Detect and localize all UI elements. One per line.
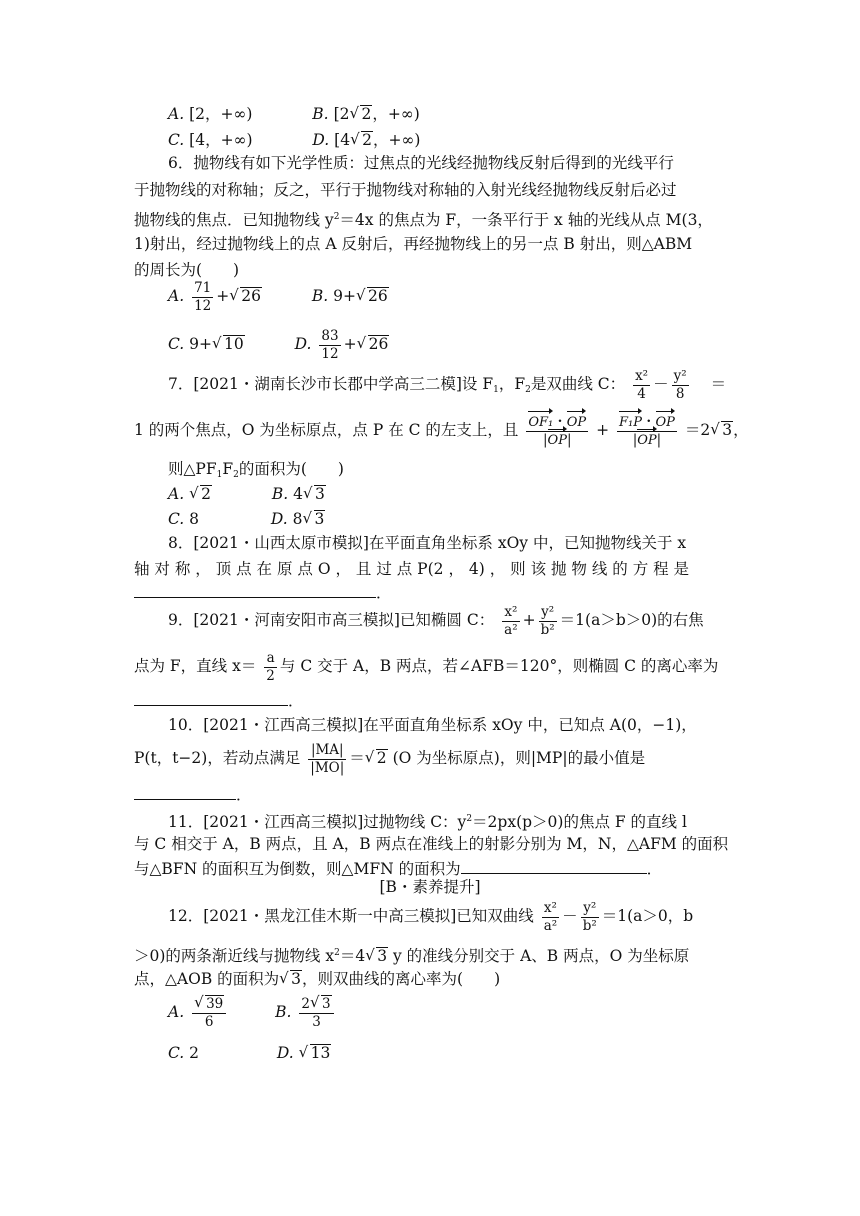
q6-d-sqrt: √ 26	[359, 324, 390, 364]
q12-line1: 12．[2021・黑龙江佳木斯一中高三模拟]已知双曲线 $\frac{\text{x²}}{\text{a²}}$ － $\frac{\text{y²}}{\text{b²}}$ ＝1(a＞0，b	[168, 899, 694, 934]
q10-sqrt2: √ 2	[367, 738, 388, 778]
q10-answer-blank[interactable]	[134, 785, 236, 800]
q7-line3: 则$\triangle PF_1F_2$的面积为( )	[168, 460, 344, 480]
q9-line2: 点为 F，直线 x＝ $\frac{a}{2}$ 与 C 交于 A，B 两点，若∠AFB＝120°，则椭圆 C 的离心率为	[134, 649, 719, 684]
q9-answer-blank[interactable]	[134, 691, 288, 706]
q6-d-label: D.	[294, 335, 312, 353]
q7-b-sqrt: √ 3	[305, 483, 326, 505]
q7-line2: 1 的两个焦点，O 为坐标原点，点 P 在 C 的左支上，且 $\frac{\text{OF₁・OP}}{|OP|}$ + $\frac{\text{F₁P・OP}}{|OP|}$ ＝2√ 3，	[134, 408, 749, 452]
q5-a-label: A.	[168, 105, 185, 123]
q6-a-sqrt: √ 26	[231, 276, 262, 316]
q10-line3: ．	[134, 784, 252, 806]
q10-line1: 10．[2021・江西高三模拟]在平面直角坐标系 xOy 中，已知点 A(0，−1)，	[168, 716, 697, 734]
q7-sqrt3: √ 3	[712, 408, 733, 452]
q5-d-sqrt: √ 2	[352, 129, 373, 151]
q12-frac-x2-a2: $\frac{\text{x²}}{\text{a²}}$	[543, 899, 558, 934]
q5-d-pre: [4	[334, 131, 351, 149]
q11-line2: 与 C 相交于 A，B 两点，且 A，B 两点在准线上的射影分别为 M，N，△AFM 的面积	[134, 835, 729, 853]
q5-b-sqrt: √ 2	[351, 103, 372, 125]
q9-frac-x2-a2: $\frac{\text{x²}}{\text{a²}}$	[504, 603, 518, 638]
q5-d-label: D.	[312, 131, 330, 149]
q9-line3: ．	[134, 690, 304, 712]
q9-line1: 9．[2021・河南安阳市高三模拟]已知椭圆 C： $\frac{\text{x²}}{\text{a²}}$ + $\frac{\text{y²}}{\text{b²}}$ ＝1(a＞b＞0)的右焦	[168, 603, 704, 638]
q5-b-label: B.	[312, 105, 329, 123]
section-heading: [B・素养提升]	[379, 878, 481, 896]
q6-d-fraction: $\frac{83}{12}$	[321, 327, 339, 362]
q10-line2: P(t，t−2)，若动点满足 $\frac{|MA|}{|MO|}$ ＝√ 2 (O 为坐标原点)，则|MP|的最小值是	[134, 738, 645, 778]
q6-line4: 1)射出，经过抛物线上的点 A 反射后，再经抛物线上的另一点 B 射出，则△ABM	[134, 235, 693, 253]
q12-line2: ＞0)的两条渐近线与抛物线 $x^2=4√$ 3 y 的准线分别交于 A、B 两点，O 为坐标原	[134, 942, 689, 967]
q7-line1: 7．[2021・湖南长沙市长郡中学高三二模]设 $F_1$，$F_2$是双曲线 C： $\frac{\text{x²}}{4}$ － $\frac{\text{y²}}{8}$ ＝	[168, 367, 727, 402]
q5-d-post: ，+∞)	[372, 131, 421, 149]
q7-frac-y2-8: $\frac{\text{y²}}{8}$	[673, 367, 687, 402]
q12-frac-y2-b2: $\frac{\text{y²}}{\text{b²}}$	[582, 899, 597, 934]
q7-a-sqrt: √ 2	[191, 483, 212, 505]
q12-line3: 点，△AOB 的面积为√ 3，则双曲线的离心率为( )	[134, 968, 500, 990]
q6-line5: 的周长为( )	[134, 261, 240, 279]
q7-options-row1: A. √ 2 B. 4√ 3	[168, 483, 326, 505]
q6-options-row1: A. $\frac{71}{12}$ +√ 26 B. 9+√ 26	[168, 276, 389, 316]
q6-line3: 抛物线的焦点．已知抛物线 $y^2=4x$ 的焦点为 F，一条平行于 x 轴的光线从点 M(3，	[134, 211, 713, 229]
q6-line2: 于抛物线的对称轴；反之，平行于抛物线对称轴的入射光线经抛物线反射后必过	[134, 181, 677, 199]
q12-options-row1: A. √ $\frac{39}{6}$ B. $\frac{2√ 3}{3}$	[168, 990, 337, 1034]
q12-sqrt3-b: √ 3	[281, 968, 302, 990]
q11-line1: 11．[2021・江西高三模拟]过抛物线 C：$y^2=2px(p>0)$的焦点 F 的直线 l	[168, 813, 687, 831]
q6-c-label: C.	[168, 335, 185, 353]
q5-b-post: ，+∞)	[372, 105, 420, 123]
q7-vector-frac2: $\frac{\text{F₁P・OP}}{|OP|}$	[619, 413, 675, 448]
q8-line2: 轴 对 称 ， 顶 点 在 原 点 O ， 且 过 点 P(2 ， 4) ， 则 该 抛 物 线 的 方 程 是	[134, 560, 690, 578]
q7-options-row2: C. 8 D. 8√ 3	[168, 508, 325, 530]
q9-frac-y2-b2: $\frac{\text{y²}}{\text{b²}}$	[540, 603, 555, 638]
q7-frac-x2-4: $\frac{\text{x²}}{4}$	[635, 367, 649, 402]
q6-b-label: B.	[311, 287, 329, 305]
q12-d-sqrt: √ 13	[301, 1042, 332, 1064]
q8-line3: ．	[134, 582, 392, 604]
q6-line1: 6．抛物线有如下光学性质：过焦点的光线经抛物线反射后得到的光线平行	[168, 154, 674, 172]
q6-options-row2: C. 9+√ 10 D. $\frac{83}{12}$ +√ 26	[168, 324, 389, 364]
q5-a-text: [2，+∞)	[189, 105, 253, 123]
q10-frac-ma-mo: $\frac{|MA|}{|MO|}$	[310, 741, 345, 776]
q5-c-text: [4，+∞)	[189, 131, 253, 149]
q6-c-sqrt: √ 10	[214, 324, 245, 364]
q5-options-row2	[168, 129, 420, 151]
q8-answer-blank[interactable]	[134, 583, 376, 598]
q11-line3: 与△BFN 的面积互为倒数，则△MFN 的面积为 ．	[134, 860, 663, 878]
q5-options-row1	[168, 103, 420, 125]
q12-b-fraction: $\frac{2√ 3}{3}$	[299, 995, 333, 1031]
q7-d-sqrt: √ 3	[305, 508, 326, 530]
q6-a-fraction: $\frac{71}{12}$	[194, 279, 212, 314]
q7-vector-frac1: $\frac{\text{OF₁・OP}}{|OP|}$	[528, 413, 587, 448]
q12-sqrt3-a: √ 3	[367, 945, 388, 967]
q5-b-pre: [2	[333, 105, 350, 123]
q12-a-fraction: √ $\frac{39}{6}$	[192, 995, 226, 1031]
q5-c-label: C.	[168, 131, 185, 149]
q6-b-sqrt: √ 26	[358, 276, 389, 316]
q8-line1: 8．[2021・山西太原市模拟]在平面直角坐标系 xOy 中，已知抛物线关于 x	[168, 534, 687, 552]
q6-a-label: A.	[168, 287, 185, 305]
q11-answer-blank[interactable]	[461, 859, 647, 874]
q12-options-row2: C. 2 D. √ 13	[168, 1042, 331, 1064]
q9-frac-a-2: $\frac{a}{2}$	[266, 649, 275, 684]
